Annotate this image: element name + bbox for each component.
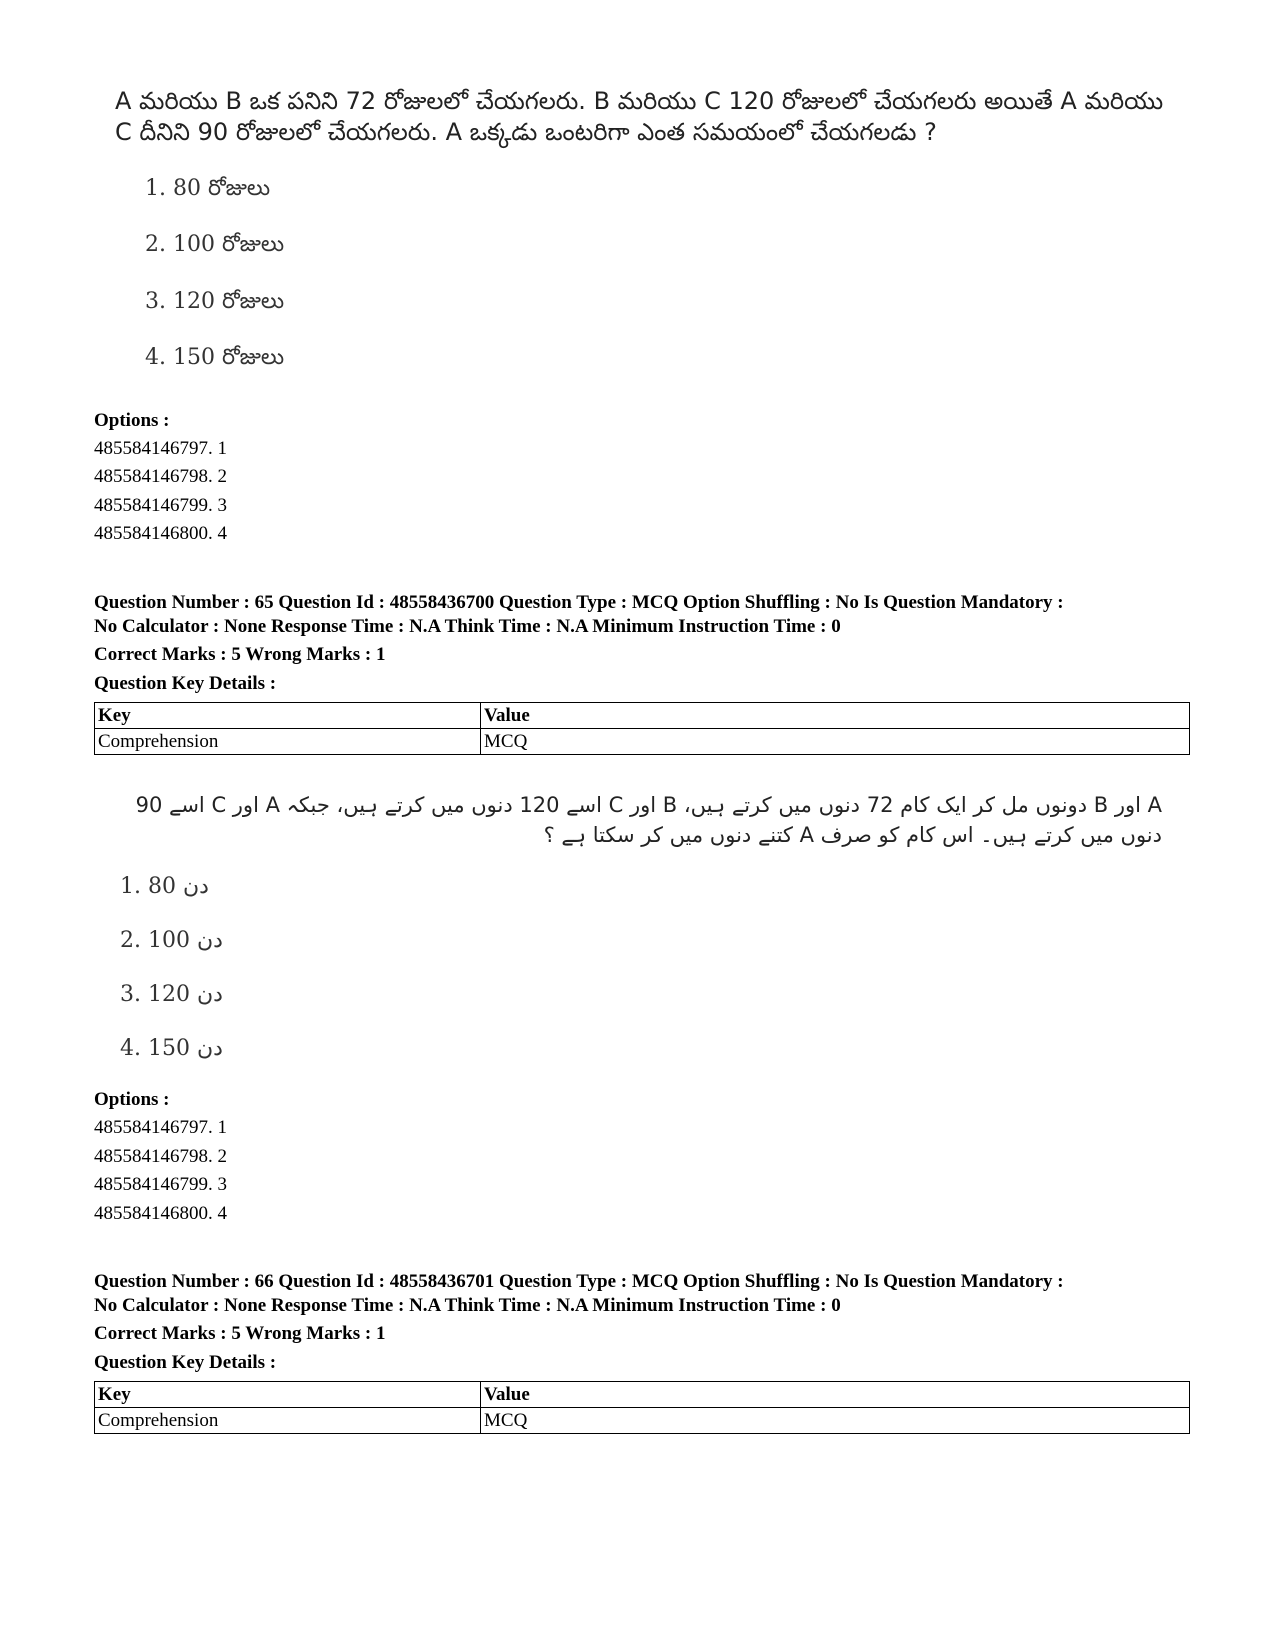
value-header: Value xyxy=(481,1382,1190,1408)
table-header-row xyxy=(95,1382,1190,1408)
choice-1: 1. 80 دن xyxy=(120,874,209,899)
key-details-label: Question Key Details : xyxy=(94,1352,277,1373)
question-meta-line-2: No Calculator : None Response Time : N.A Think Time : N.A Minimum Instruction Time : 0 xyxy=(94,616,841,637)
options-label: Options : xyxy=(94,410,170,431)
key-cell: Comprehension xyxy=(95,1408,481,1434)
option-id-4: 485584146800. 4 xyxy=(94,523,227,544)
option-id-2: 485584146798. 2 xyxy=(94,1146,227,1167)
options-label: Options : xyxy=(94,1089,170,1110)
table-row xyxy=(95,1408,1190,1434)
table-header-row xyxy=(95,703,1190,729)
marks-line: Correct Marks : 5 Wrong Marks : 1 xyxy=(94,1323,386,1344)
question-text-telugu: A మరియు B ఒక పనిని 72 రోజులలో చేయగలరు. B మరియు C 120 రోజులలో చేయగలరు అయితే A మరియు C దీనిని 90 రోజులలో చేయగలరు. A ఒక్కడు ఒంటరిగా ఎంత సమయంలో చేయగలడు ? xyxy=(115,87,1164,146)
value-header: Value xyxy=(481,703,1190,729)
table-row xyxy=(95,729,1190,755)
question-meta-line-1: Question Number : 65 Question Id : 48558436700 Question Type : MCQ Option Shuffling : No Is Question Mandatory : xyxy=(94,592,1064,613)
question-meta-line-2: No Calculator : None Response Time : N.A Think Time : N.A Minimum Instruction Time : 0 xyxy=(94,1295,841,1316)
option-id-1: 485584146797. 1 xyxy=(94,438,227,459)
value-cell: MCQ xyxy=(481,1408,1190,1434)
key-details-table xyxy=(94,702,1190,755)
option-id-2: 485584146798. 2 xyxy=(94,466,227,487)
option-id-3: 485584146799. 3 xyxy=(94,1174,227,1195)
option-id-4: 485584146800. 4 xyxy=(94,1203,227,1224)
choice-1: 1. 80 రోజులు xyxy=(145,176,271,201)
question-meta-line-1: Question Number : 66 Question Id : 48558436701 Question Type : MCQ Option Shuffling : No Is Question Mandatory : xyxy=(94,1271,1064,1292)
choice-2: 2. 100 دن xyxy=(120,928,223,953)
marks-line: Correct Marks : 5 Wrong Marks : 1 xyxy=(94,644,386,665)
choice-2: 2. 100 రోజులు xyxy=(145,232,285,257)
choice-4: 4. 150 రోజులు xyxy=(145,345,285,370)
key-details-table xyxy=(94,1381,1190,1434)
choice-4: 4. 150 دن xyxy=(120,1036,223,1061)
option-id-3: 485584146799. 3 xyxy=(94,495,227,516)
value-cell: MCQ xyxy=(481,729,1190,755)
key-details-label: Question Key Details : xyxy=(94,673,277,694)
key-cell: Comprehension xyxy=(95,729,481,755)
option-id-1: 485584146797. 1 xyxy=(94,1117,227,1138)
question-text-urdu: A اور B دونوں مل کر ایک کام 72 دنوں میں کرتے ہیں، B اور C اسے 120 دنوں میں کرتے ہیں، جبکہ A اور C اسے 90 دنوں میں کرتے ہیں۔ اس کام کو صرف A کتنے دنوں میں کر سکتا ہے ؟ xyxy=(135,793,1162,847)
choice-3: 3. 120 دن xyxy=(120,982,223,1007)
choice-3: 3. 120 రోజులు xyxy=(145,289,285,314)
key-header: Key xyxy=(95,1382,481,1408)
key-header: Key xyxy=(95,703,481,729)
